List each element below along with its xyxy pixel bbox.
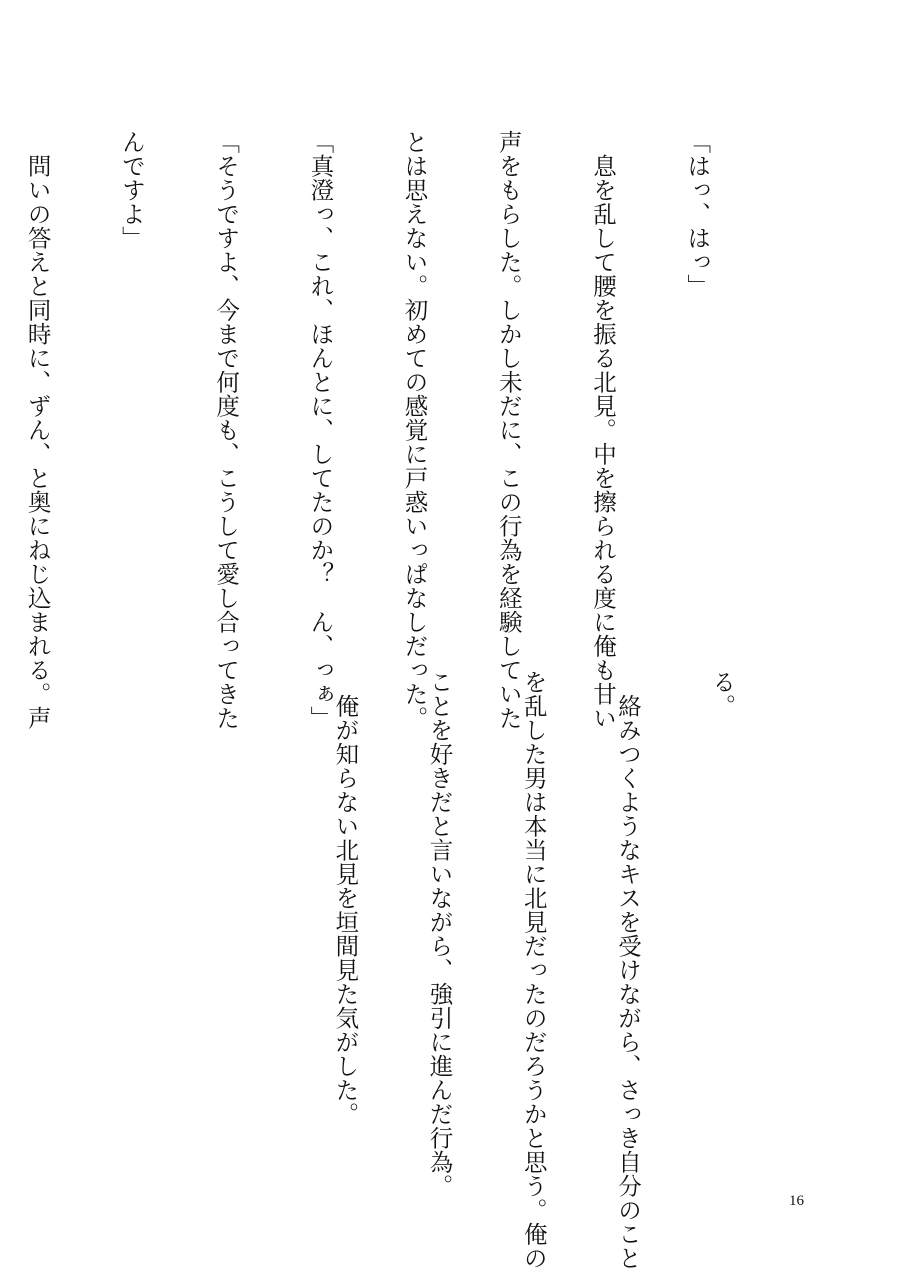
text-line: 「そうですよ、今まで何度も、こうして愛し合ってきた (212, 130, 241, 730)
text-line: とは思えない。初めての感覚に戸惑いっぱなしだった。 (400, 130, 429, 730)
text-line: 俺が知らない北見を垣間見た気がした。 (331, 670, 360, 1126)
text-line: 問いの答えと同時に、ずん、と奥にねじ込まれる。声 (23, 130, 52, 730)
text-line: を乱した男は本当に北見だったのだろうかと思う。俺の (519, 670, 548, 1270)
text-line: んですよ」 (117, 130, 146, 250)
text-line: 絡みつくようなキスを受けながら、さっき自分のこと (613, 670, 642, 1270)
text-line: 「真澄っ、これ、ほんとに、してたのか？ ん、っぁ」 (306, 130, 335, 730)
page-number: 16 (789, 1193, 804, 1209)
text-line: 息を乱して腰を振る北見。中を擦られる度に俺も甘い (588, 130, 617, 730)
text-line: る。 (708, 670, 737, 718)
upper-text-block (0, 130, 775, 730)
text-line: ことを好きだと言いながら、強引に進んだ行為。 (425, 670, 454, 1198)
text-line: 「はっ、はっ」 (683, 130, 712, 298)
text-line: 声をもらした。しかし未だに、この行為を経験していた (494, 130, 523, 730)
